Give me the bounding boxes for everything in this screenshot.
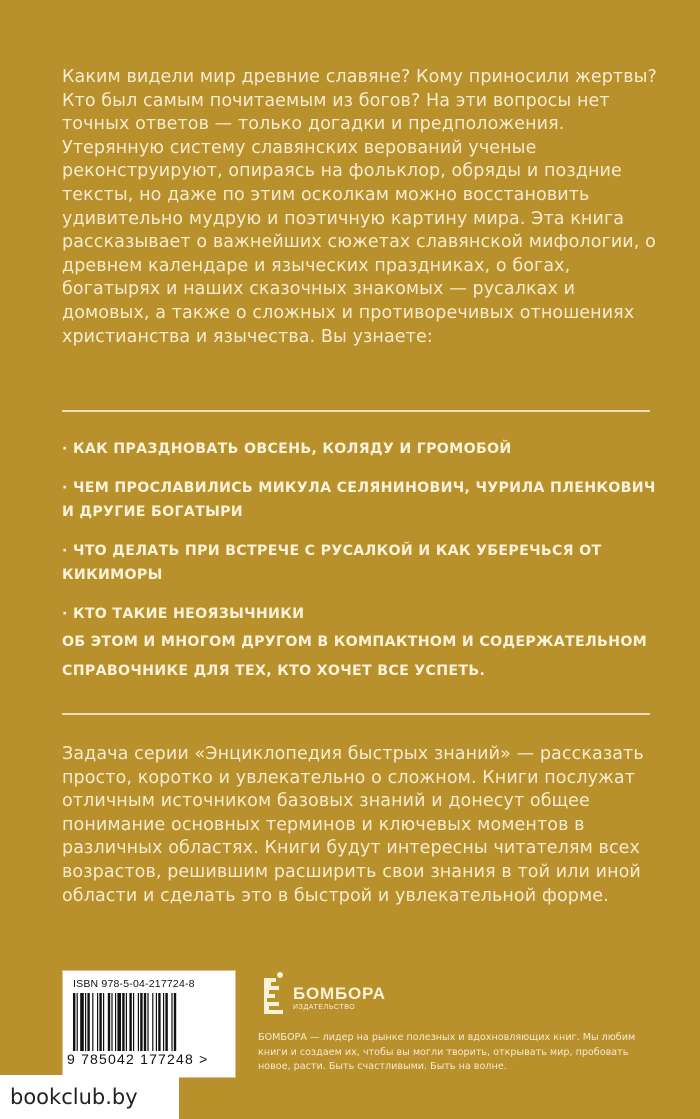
learn-list [62,437,662,641]
publisher-name: БОМБОРА [293,984,386,1003]
barcode [62,970,236,1078]
publisher-subtitle: ИЗДАТЕЛЬСТВО [293,1004,356,1011]
barcode-bars [69,993,229,1053]
list-item: · КАК ПРАЗДНОВАТЬ ОВСЕНЬ, КОЛЯДУ И ГРОМОБОЙ [62,437,662,461]
list-item: · КТО ТАКИЕ НЕОЯЗЫЧНИКИ [62,602,662,626]
ean-digits: 9 785042 177248 > [67,1051,209,1067]
site-watermark: bookclub.by [0,1075,179,1119]
isbn-label: ISBN 978-5-04-217724-8 [73,978,195,990]
divider-top [62,410,650,412]
list-item: · ЧТО ДЕЛАТЬ ПРИ ВСТРЕЧЕ С РУСАЛКОЙ И КАК УБЕРЕЧЬСЯ ОТ КИКИМОРЫ [62,539,662,587]
divider-bottom [62,713,650,715]
annotation-text: Каким видели мир древние славяне? Кому приносили жертвы? Кто был самым почитаемым из богов? На эти вопросы нет точных ответов — только догадки и предположения. Утерянную систему славянских верований ученые реконструируют, опираясь на фольклор, обряды и поздние тексты, но даже по этим осколкам можно восстановить удивительно мудрую и поэтичную картину мира. Эта книга рассказывает о важнейших сюжетах славянской мифологии, о древнем календаре и языческих праздниках, о богах, богатырях и наших сказочных знакомых — русалках и домовых, а также о сложных и противоречивых отношениях христианства и язычества. Вы узнаете: [62,67,657,347]
publisher-tagline: БОМБОРА — лидер на рынке полезных и вдохновляющих книг. Мы любим книги и создаем их, чтобы вы могли творить, открывать мир, пробовать новое, расти. Быть счастливыми. Быть на волне. [258,1032,636,1072]
list-item: · ЧЕМ ПРОСЛАВИЛИСЬ МИКУЛА СЕЛЯНИНОВИЧ, ЧУРИЛА ПЛЕНКОВИЧ И ДРУГИЕ БОГАТЫРИ [62,476,662,524]
series-description: Задача серии «Энциклопедия быстрых знаний» — рассказать просто, коротко и увлекательно о сложном. Книги послужат отличным источником базовых знаний и донесут общее понимание основных терминов и ключевых моментов в различных областях. Книги будут интересны читателям всех возрастов, решившим расширить свои знания в той или иной области и сделать это в быстрой и увлекательной форме. [62,744,644,906]
summary-text: ОБ ЭТОМ И МНОГОМ ДРУГОМ В КОМПАКТНОМ И СОДЕРЖАТЕЛЬНОМ СПРАВОЧНИКЕ ДЛЯ ТЕХ, КТО ХОЧЕТ ВСЕ УСПЕТЬ. [62,634,648,679]
